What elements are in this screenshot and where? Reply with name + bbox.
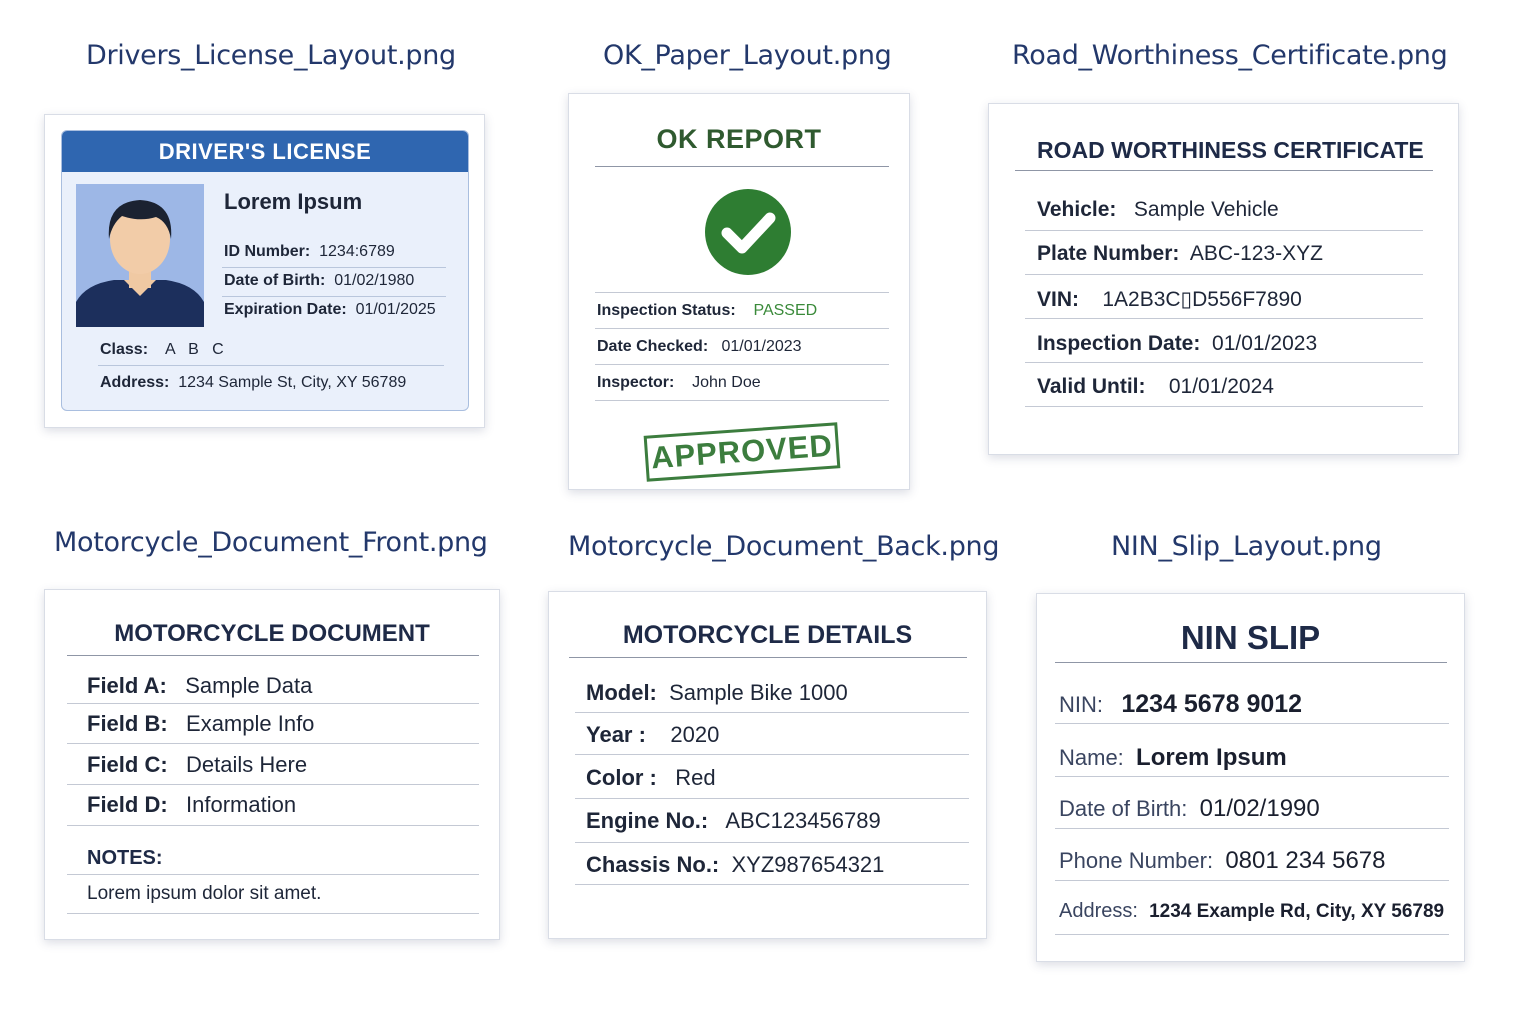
rw-row: VIN: 1A2B3C▯D556F7890 — [1037, 288, 1302, 311]
notes-text: Lorem ipsum dolor sit amet. — [87, 883, 322, 904]
license-holder-name: Lorem Ipsum — [224, 189, 363, 214]
license-body — [61, 130, 469, 411]
nin-slip-card[interactable] — [1036, 593, 1465, 962]
approved-stamp: APPROVED — [644, 422, 841, 481]
nin-slip-title: NIN SLIP — [1180, 619, 1321, 656]
mf-row: Field D: Information — [87, 792, 297, 817]
license-dob-row: Date of Birth: 01/02/1980 — [224, 272, 415, 289]
motorcycle-back-card[interactable] — [548, 591, 987, 939]
nin-row: Date of Birth: 01/02/1990 — [1059, 795, 1320, 822]
motorcycle-front-title: MOTORCYCLE DOCUMENT — [114, 620, 430, 647]
nin-row: Address: 1234 Example Rd, City, XY 56789 — [1059, 900, 1445, 922]
filename-nin-slip: NIN_Slip_Layout.png — [1111, 531, 1382, 562]
mf-row: Field B: Example Info — [87, 711, 315, 736]
status-badge: PASSED — [753, 302, 818, 319]
license-id-row: ID Number: 1234:6789 — [224, 243, 395, 260]
check-circle-icon — [705, 189, 791, 275]
rw-row: Plate Number: ABC-123-XYZ — [1037, 242, 1323, 265]
license-address-row: Address: 1234 Sample St, City, XY 56789 — [100, 374, 407, 391]
filename-moto-back: Motorcycle_Document_Back.png — [568, 531, 1000, 562]
mb-row: Engine No.: ABC123456789 — [586, 808, 881, 833]
ok-report-title: OK REPORT — [656, 124, 822, 154]
mb-row: Year : 2020 — [586, 722, 720, 747]
filename-ok-paper: OK_Paper_Layout.png — [603, 40, 892, 71]
license-header: DRIVER'S LICENSE — [62, 131, 468, 172]
person-avatar-icon — [76, 184, 204, 327]
mb-row: Model: Sample Bike 1000 — [586, 680, 848, 705]
inspection-status-row: Inspection Status: PASSED — [597, 302, 818, 319]
drivers-license-card[interactable] — [44, 114, 485, 428]
license-class-row: Class: A B C — [100, 341, 224, 358]
date-checked-row: Date Checked: 01/01/2023 — [597, 338, 802, 355]
filename-drivers-license: Drivers_License_Layout.png — [86, 40, 456, 71]
road-worthiness-title: ROAD WORTHINESS CERTIFICATE — [1037, 137, 1424, 163]
nin-row: NIN: 1234 5678 9012 — [1059, 690, 1303, 718]
mb-row: Chassis No.: XYZ987654321 — [586, 852, 885, 877]
nin-row: Phone Number: 0801 234 5678 — [1059, 847, 1386, 874]
ok-report-card[interactable] — [568, 93, 910, 490]
mf-row: Field C: Details Here — [87, 752, 308, 777]
license-expiration-row: Expiration Date: 01/01/2025 — [224, 301, 436, 318]
road-worthiness-card[interactable] — [988, 103, 1459, 455]
filename-road-worthiness: Road_Worthiness_Certificate.png — [1012, 40, 1448, 71]
motorcycle-front-card[interactable] — [44, 589, 500, 940]
mf-row: Field A: Sample Data — [87, 673, 313, 698]
motorcycle-back-title: MOTORCYCLE DETAILS — [622, 621, 913, 649]
nin-row: Name: Lorem Ipsum — [1059, 744, 1287, 771]
inspector-row: Inspector: John Doe — [597, 374, 761, 391]
rw-row: Valid Until: 01/01/2024 — [1037, 375, 1274, 398]
mb-row: Color : Red — [586, 765, 716, 790]
rw-row: Inspection Date: 01/01/2023 — [1037, 332, 1318, 355]
filename-moto-front: Motorcycle_Document_Front.png — [54, 527, 488, 558]
notes-label: NOTES: — [87, 847, 163, 869]
rw-row: Vehicle: Sample Vehicle — [1037, 198, 1279, 221]
